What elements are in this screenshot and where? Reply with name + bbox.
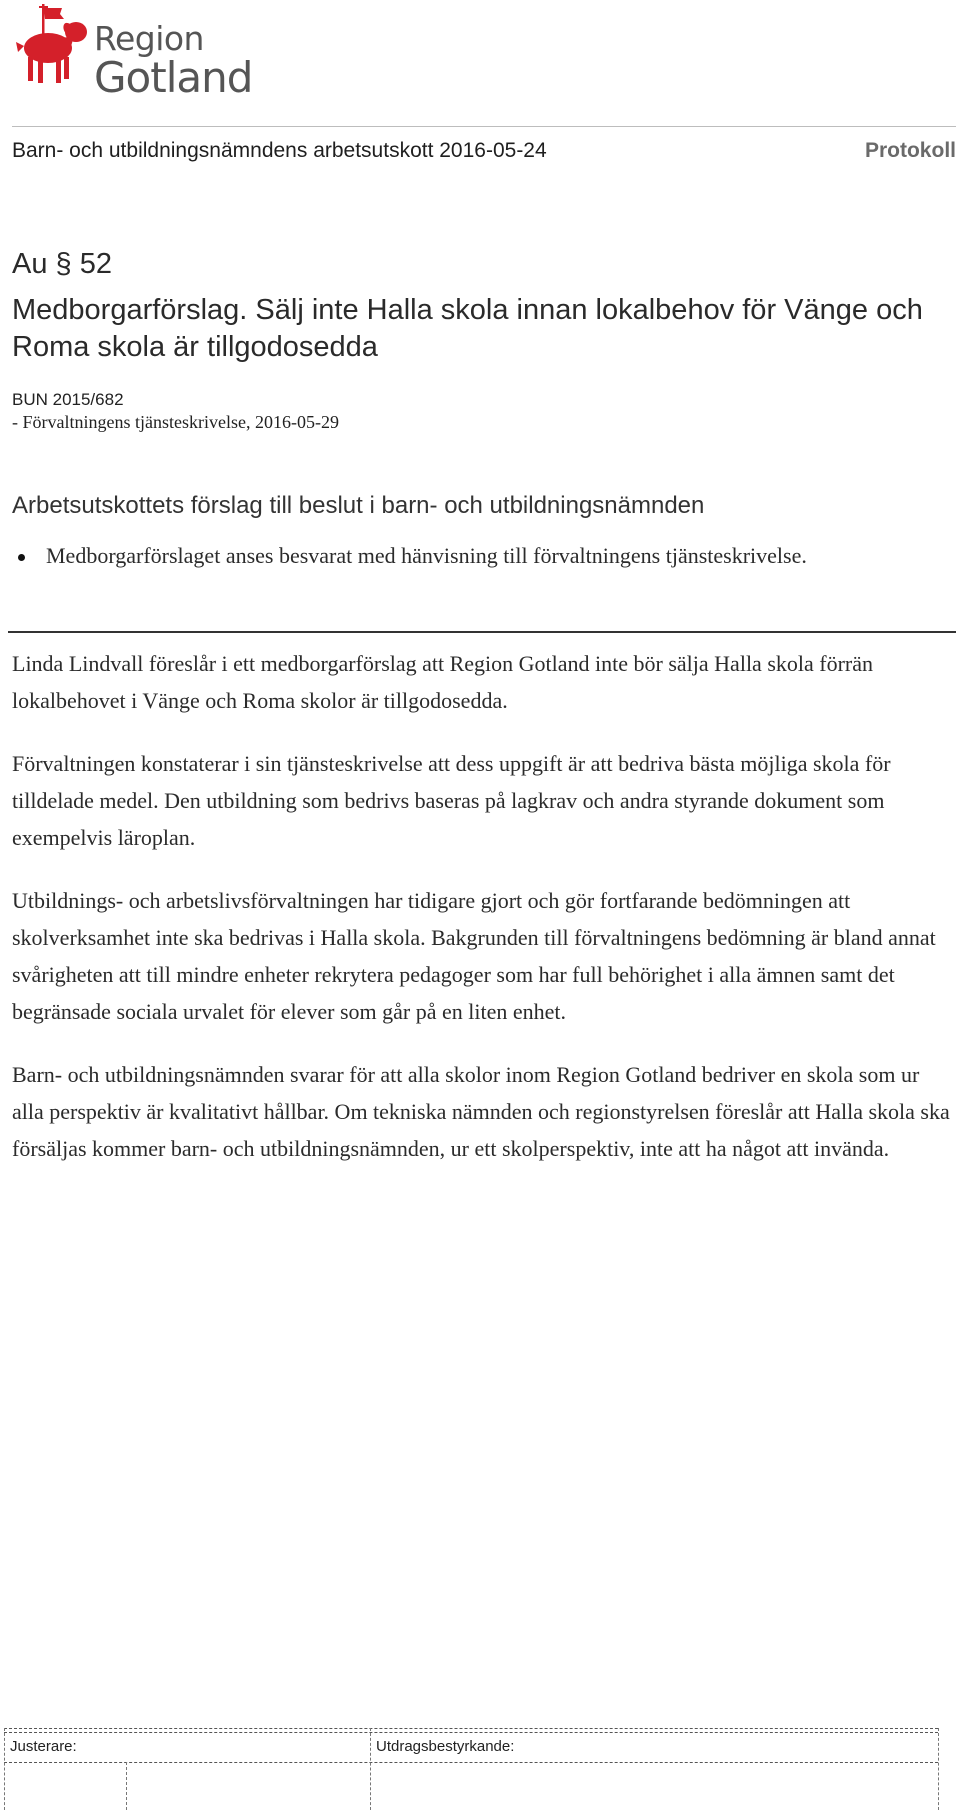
document-type: Protokoll xyxy=(864,139,956,162)
footer-mid-border xyxy=(4,1762,938,1763)
footer-top-border xyxy=(4,1728,938,1729)
footer-right-border xyxy=(938,1728,939,1810)
footer-divider xyxy=(126,1762,127,1810)
case-number: BUN 2015/682 xyxy=(12,390,124,409)
paragraph-number: Au § 52 xyxy=(12,248,112,280)
item-title: Medborgarförslag. Sälj inte Halla skola innan lokalbehov för Vänge och Roma skola är tillgodosedda xyxy=(12,294,923,363)
footer-top-border-inner xyxy=(4,1732,938,1733)
logo-wordmark xyxy=(94,19,253,102)
logo-gotland-text: Gotland xyxy=(94,53,253,102)
signature-footer xyxy=(0,1720,960,1810)
certifier-label: Utdragsbestyrkande: xyxy=(376,1738,515,1755)
ram-with-banner-icon xyxy=(12,2,92,90)
bullet-icon xyxy=(18,554,25,561)
body-paragraph: Linda Lindvall föreslår i ett medborgarförslag att Region Gotland inte bör sälja Halla skola förrän lokalbehovet i Vänge och Roma skolor är tillgodosedda. xyxy=(12,651,873,713)
footer-left-border xyxy=(4,1728,5,1810)
proposal-heading: Arbetsutskottets förslag till beslut i barn- och utbildningsnämnden xyxy=(12,492,705,519)
body-paragraph: Utbildnings- och arbetslivsförvaltningen har tidigare gjort och gör fortfarande bedömningen att skolverksamhet inte ska bedrivas i Halla skola. Bakgrunden till förvaltningens bedömning är bland annat svårigheten att till mindre enheter rekrytera pedagoger som har full behörighet i alla ämnen samt det begränsade sociala urvalet för elever som går på en liten enhet. xyxy=(12,888,936,1024)
attachment-reference: - Förvaltningens tjänsteskrivelse, 2016-05-29 xyxy=(12,412,339,432)
adjuster-label: Justerare: xyxy=(10,1738,77,1755)
logo-region-text: Region xyxy=(94,19,204,58)
proposal-item xyxy=(12,543,960,569)
section-separator xyxy=(8,631,956,633)
proposal-item-text: Medborgarförslaget anses besvarat med hänvisning till förvaltningens tjänsteskrivelse. xyxy=(46,543,807,568)
footer-divider xyxy=(370,1728,371,1810)
body-paragraph: Förvaltningen konstaterar i sin tjänsteskrivelse att dess uppgift är att bedriva bästa möjliga skola för tilldelade medel. Den utbildning som bedrivs baseras på lagkrav och andra styrande dokument som exempelvis läroplan. xyxy=(12,751,891,850)
meeting-title: Barn- och utbildningsnämndens arbetsutskott 2016-05-24 xyxy=(12,139,547,162)
header-rule xyxy=(12,126,956,127)
body-paragraph: Barn- och utbildningsnämnden svarar för att alla skolor inom Region Gotland bedriver en skola som ur alla perspektiv är kvalitativt hållbar. Om tekniska nämnden och regionstyrelsen föreslår att Halla skola ska försäljas kommer barn- och utbildningsnämnden, ur ett skolperspektiv, inte att ha något att invända. xyxy=(12,1062,950,1161)
body-text xyxy=(12,645,956,1193)
region-gotland-logo xyxy=(12,2,253,102)
proposal-list xyxy=(12,543,960,569)
